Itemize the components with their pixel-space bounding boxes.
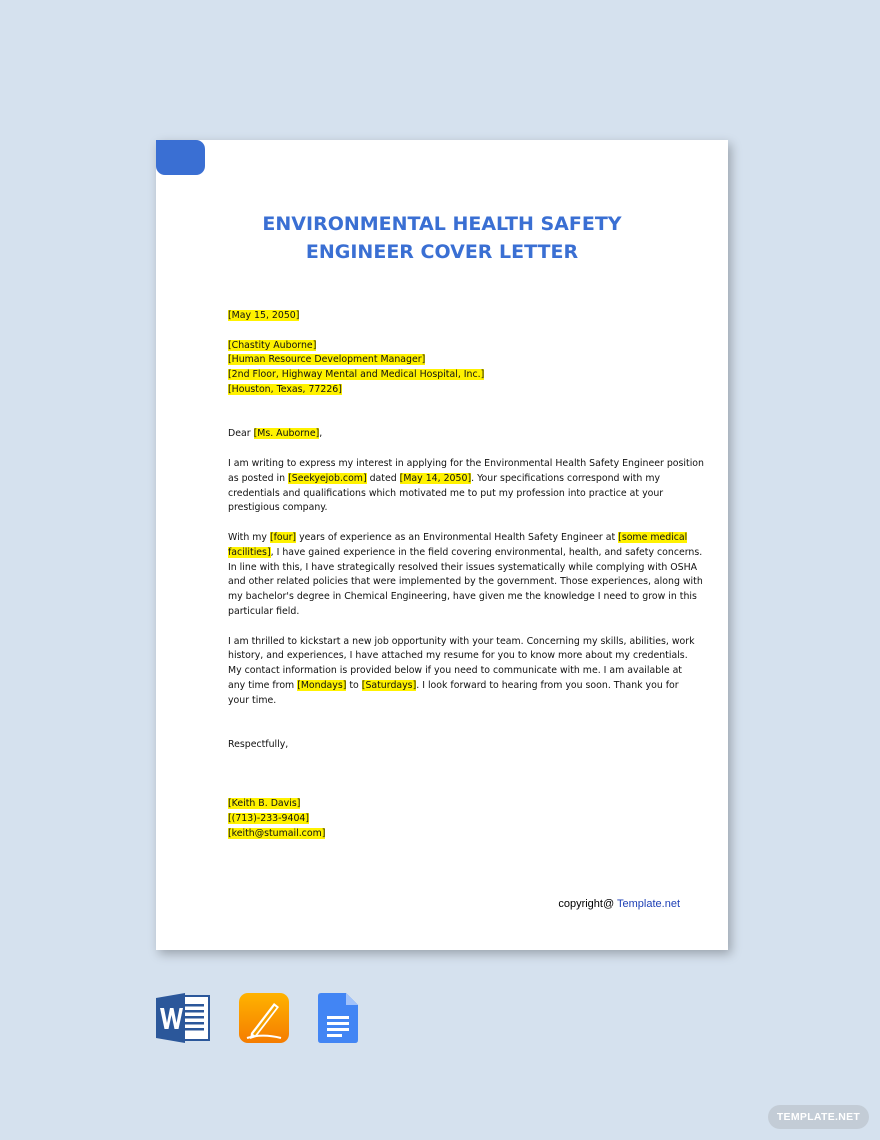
workplace-part-2: facilities] — [228, 546, 271, 558]
word-icon[interactable] — [156, 993, 210, 1043]
day-to: [Saturdays] — [361, 679, 417, 691]
posted-date: [May 14, 2050] — [399, 472, 472, 484]
corner-tab-decoration — [156, 140, 205, 175]
document-page — [156, 140, 728, 950]
signer-email: [keith@stumail.com] — [228, 827, 326, 839]
title-line-2: ENGINEER COVER LETTER — [305, 241, 579, 263]
pages-icon[interactable] — [239, 993, 289, 1043]
salutation-name: [Ms. Auborne] — [253, 428, 320, 440]
recipient-address-2: [Houston, Texas, 77226] — [228, 383, 342, 395]
day-from: [Mondays] — [297, 679, 347, 691]
recipient-position: [Human Resource Development Manager] — [228, 354, 426, 366]
template-net-watermark: TEMPLATE.NET — [768, 1105, 869, 1129]
recipient-block — [228, 339, 684, 398]
paragraph-3: I am thrilled to kickstart a new job opportunity with your team. Concerning my skills, abilities, work history, and experiences, I have attached my resume for you to know more about my credentials. My contact information is provided below if you need to communicate with me. I am available at any time from [Mondays] to [Saturdays]. I look forward to hearing from you soon. Thank you for your time. — [228, 635, 695, 706]
signer-name: [Keith B. Davis] — [228, 798, 301, 810]
signer-phone: [(713)-233-9404] — [228, 813, 310, 825]
years-experience: [four] — [269, 531, 297, 543]
letter-date: [May 15, 2050] — [228, 310, 300, 321]
recipient-name: [Chastity Auborne] — [228, 339, 317, 351]
paragraph-2: With my [four] years of experience as an Environmental Health Safety Engineer at [some medical facilities], I have gained experience in the field covering environmental, health, and safety concerns. In line with this, I have strategically resolved their issues systematically while complying with OSHA and other related policies that were implemented by the government. Those experiences, along with my bachelor's degree in Chemical Engineering, have given me the knowledge I need to grow in this particular field. — [228, 531, 703, 617]
copyright-brand: Template.net — [617, 898, 680, 910]
closing: Respectfully, — [228, 739, 289, 751]
copyright-notice: copyright@ Template.net — [558, 898, 680, 910]
google-docs-icon[interactable] — [318, 993, 358, 1043]
letter-body — [228, 309, 704, 842]
paragraph-1: I am writing to express my interest in applying for the Environmental Health Safety Engineer position as posted in [Seekyejob.com] dated [May 14, 2050]. Your specifications correspond with my credentials and qualifications which motivated me to put my profession into practice at your prestigious company. — [228, 457, 704, 514]
salutation: Dear [Ms. Auborne], — [228, 428, 323, 440]
job-site: [Seekyejob.com] — [288, 472, 367, 484]
signature-block — [228, 797, 684, 841]
recipient-address-1: [2nd Floor, Highway Mental and Medical Hospital, Inc.] — [228, 369, 485, 381]
document-title — [156, 210, 728, 266]
workplace-part-1: [some medical — [618, 531, 688, 543]
title-line-1: ENVIRONMENTAL HEALTH SAFETY — [262, 213, 622, 235]
